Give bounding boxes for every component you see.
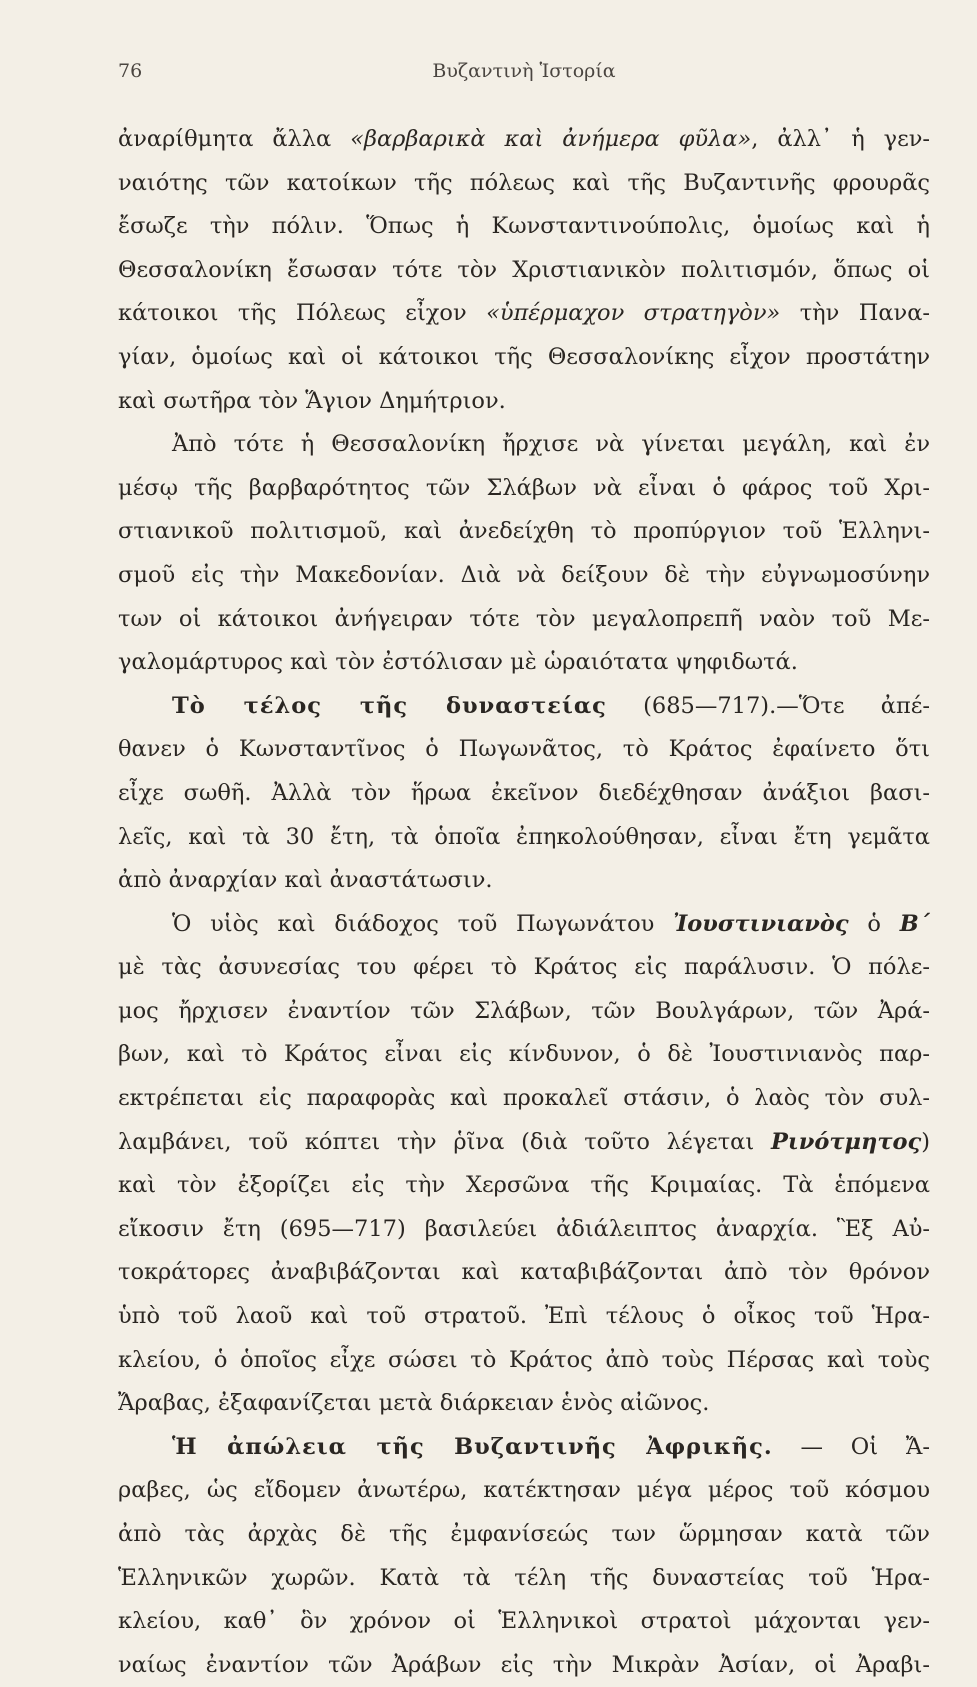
line-text: στιανικοῦ πολιτισμοῦ, καὶ ἀνεδείχθη τὸ προπύργιον τοῦ Ἑλληνι- [118, 518, 930, 545]
text-line [118, 1600, 930, 1644]
section-heading: Τὸ τέλος τῆς δυναστείας [172, 692, 607, 719]
text-line [118, 641, 930, 685]
page-number: 76 [118, 60, 143, 82]
text-line [118, 554, 930, 598]
line-text: εκτρέπεται εἰς παραφορὰς καὶ προκαλεῖ στάσιν, ὁ λαὸς τὸν συλ- [118, 1085, 930, 1112]
emphasis-text: Ρινότμητος [770, 1128, 922, 1155]
emphasis-text: «ὑπέρμαχον στρατηγὸν» [486, 300, 781, 327]
line-text: κλείου, ὁ ὁποῖος εἶχε σώσει τὸ Κράτος ἀπὸ τοὺς Πέρσας καὶ τοὺς [118, 1346, 930, 1373]
text-line [118, 1208, 930, 1252]
text-line [118, 1251, 930, 1295]
text-line [118, 1077, 930, 1121]
text-line [118, 249, 930, 293]
text-line [118, 859, 930, 903]
line-text: ναίως ἐναντίον τῶν Ἀράβων εἰς τὴν Μικρὰν Ἀσίαν, οἱ Ἀραβι- [118, 1651, 930, 1678]
line-text: τὴν Πανα- [780, 300, 930, 327]
line-text: ναιότης τῶν κατοίκων τῆς πόλεως καὶ τῆς Βυζαντινῆς φρουρᾶς [118, 169, 930, 196]
text-line [118, 118, 930, 162]
line-text: κάτοικοι τῆς Πόλεως εἶχον [118, 300, 487, 327]
line-text: καὶ σωτῆρα τὸν Ἅγιον Δημήτριον. [118, 387, 506, 414]
page-header [118, 60, 930, 90]
line-text: κλείου, καθ᾽ ὃν χρόνον οἱ Ἑλληνικοὶ στρατοὶ μάχονται γεν- [118, 1608, 930, 1635]
text-line [118, 1164, 930, 1208]
line-text: ἀπὸ τὰς ἀρχὰς δὲ τῆς ἐμφανίσεώς των ὥρμησαν κατὰ τῶν [118, 1521, 930, 1547]
text-line [118, 1382, 930, 1426]
text-line [118, 1339, 930, 1383]
line-text: Ὁ υἱὸς καὶ διάδοχος τοῦ Πωγωνάτου [172, 910, 674, 937]
line-text: εἶχε σωθῆ. Ἀλλὰ τὸν ἥρωα ἐκεῖνον διεδέχθησαν ἀνάξιοι βασι- [118, 779, 930, 806]
line-text: μέσῳ τῆς βαρβαρότητος τῶν Σλάβων νὰ εἶναι ὁ φάρος τοῦ Χρι- [118, 474, 930, 501]
line-text: Ἀπὸ τότε ἡ Θεσσαλονίκη ἤρχισε νὰ γίνεται μεγάλη, καὶ ἐν [172, 431, 930, 458]
running-title: Βυζαντινὴ Ἱστορία [432, 60, 616, 82]
line-text: καὶ τὸν ἐξορίζει εἰς τὴν Χερσῶνα τῆς Κριμαίας. Τὰ ἑπόμενα [118, 1172, 930, 1199]
line-text: ὑπὸ τοῦ λαοῦ καὶ τοῦ στρατοῦ. Ἐπὶ τέλους ὁ οἶκος τοῦ Ἡρα- [118, 1303, 930, 1330]
text-line [118, 1513, 930, 1557]
line-text: Ἑλληνικῶν χωρῶν. Κατὰ τὰ τέλη τῆς δυναστείας τοῦ Ἡρα- [118, 1564, 930, 1591]
line-text: σμοῦ εἰς τὴν Μακεδονίαν. Διὰ νὰ δείξουν δὲ τὴν εὐγνωμοσύνην [118, 561, 930, 588]
text-line [118, 205, 930, 249]
text-line [118, 467, 930, 511]
line-text: ) [921, 1128, 930, 1155]
line-text: ἀπὸ ἀναρχίαν καὶ ἀναστάτωσιν. [118, 867, 493, 894]
line-text: μος ἤρχισεν ἐναντίον τῶν Σλάβων, τῶν Βουλγάρων, τῶν Ἀρά- [118, 997, 930, 1024]
line-text: θανεν ὁ Κωνσταντῖνος ὁ Πωγωνᾶτος, τὸ Κράτος ἐφαίνετο ὅτι [118, 736, 930, 763]
line-text: λαμβάνει, τοῦ κόπτει τὴν ῥῖνα (διὰ τοῦτο λέγεται [118, 1128, 771, 1155]
line-text: Θεσσαλονίκη ἔσωσαν τότε τὸν Χριστιανικὸν πολιτισμόν, ὅπως οἱ [118, 256, 930, 283]
line-text: των οἱ κάτοικοι ἀνήγειραν τότε τὸν μεγαλοπρεπῆ ναὸν τοῦ Με- [118, 605, 930, 632]
text-line [118, 380, 930, 424]
text-line [118, 292, 930, 336]
text-line [118, 946, 930, 990]
text-line [118, 1426, 930, 1470]
line-text: μὲ τὰς ἀσυνεσίας του φέρει τὸ Κράτος εἰς παράλυσιν. Ὁ πόλε- [118, 954, 930, 981]
emphasis-text: Β´ [899, 910, 930, 937]
text-line [118, 772, 930, 816]
line-text: ἀναρίθμητα ἄλλα [118, 126, 351, 152]
line-text: τοκράτορες ἀναβιβάζονται καὶ καταβιβάζονται ἀπὸ τὸν θρόνον [118, 1259, 930, 1286]
line-text: ἔσωζε τὴν πόλιν. Ὅπως ἡ Κωνσταντινούπολις, ὁμοίως καὶ ἡ [118, 213, 930, 240]
text-line [118, 510, 930, 554]
line-text: λεῖς, καὶ τὰ 30 ἔτη, τὰ ὁποῖα ἐπηκολούθησαν, εἶναι ἔτη γεμᾶτα [118, 823, 930, 850]
line-text: (685—717).—Ὅτε ἀπέ- [606, 692, 930, 719]
text-line [118, 336, 930, 380]
line-text: , ἀλλ᾽ ἡ γεν- [751, 126, 930, 152]
text-line [118, 162, 930, 206]
body-text [118, 118, 930, 1687]
line-text: ραβες, ὡς εἴδομεν ἀνωτέρω, κατέκτησαν μέγα μέρος τοῦ κόσμου [118, 1477, 930, 1504]
line-text: ὁ [848, 910, 900, 937]
text-line [118, 685, 930, 729]
emphasis-text: Ἰουστινιανὸς [673, 910, 849, 937]
line-text: Ἄραβας, ἐξαφανίζεται μετὰ διάρκειαν ἑνὸς αἰῶνος. [118, 1390, 710, 1417]
line-text: εἴκοσιν ἔτη (695—717) βασιλεύει ἀδιάλειπτος ἀναρχία. Ἓξ Αὐ- [118, 1215, 930, 1242]
text-line [118, 1469, 930, 1513]
line-text: γαλομάρτυρος καὶ τὸν ἐστόλισαν μὲ ὡραιότατα ψηφιδωτά. [118, 649, 798, 676]
text-line [118, 1295, 930, 1339]
text-line [118, 903, 930, 947]
section-heading: Ἡ ἀπώλεια τῆς Βυζαντινῆς Ἀφρικῆς. [172, 1433, 773, 1460]
text-line [118, 423, 930, 467]
text-line [118, 598, 930, 642]
text-line [118, 1033, 930, 1077]
text-line [118, 728, 930, 772]
line-text: γίαν, ὁμοίως καὶ οἱ κάτοικοι τῆς Θεσσαλονίκης εἶχον προστάτην [118, 343, 930, 370]
text-line [118, 1121, 930, 1165]
text-line [118, 990, 930, 1034]
text-line [118, 1557, 930, 1601]
line-text: βων, καὶ τὸ Κράτος εἶναι εἰς κίνδυνον, ὁ δὲ Ἰουστινιανὸς παρ- [118, 1041, 930, 1068]
emphasis-text: «βαρβαρικὰ καὶ ἀνήμερα φῦλα» [350, 126, 752, 152]
line-text: — Οἱ Ἄ- [772, 1433, 930, 1460]
text-line [118, 816, 930, 860]
text-line [118, 1644, 930, 1687]
